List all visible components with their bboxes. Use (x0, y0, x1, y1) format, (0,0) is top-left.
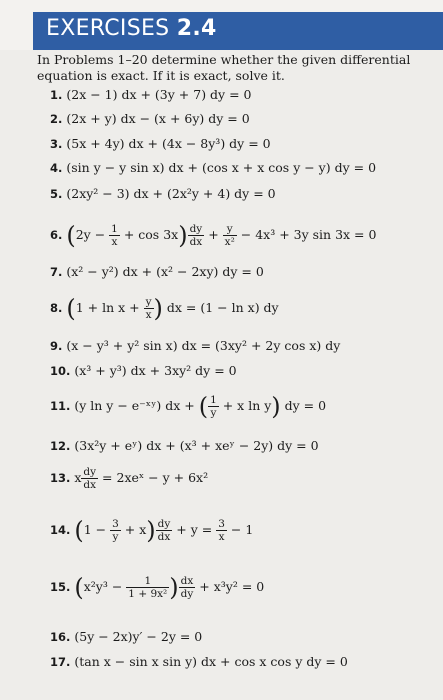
exercise-number: 15. (50, 580, 71, 594)
exercise-17 (50, 654, 348, 669)
exercise-equation: (2y − $\frac{1}{x}$ + cos 3x) $\frac{dy}{dx}$ + $\frac{y}{\text{x²}}$ − 4x³ + 3y sin 3x = 0 (66, 221, 377, 250)
exercise-equation: (y ln y − e⁻ˣʸ) dx + ( $\frac{1}{y}$ + x ln y) dy = 0 (74, 392, 327, 421)
exercise-8 (50, 296, 279, 321)
exercise-2 (50, 111, 250, 126)
exercise-equation: (3x²y + eʸ) dx + (x³ + xeʸ − 2y) dy = 0 (74, 438, 319, 453)
exercise-10 (50, 363, 237, 378)
exercise-12 (50, 438, 319, 453)
exercise-equation: (2xy² − 3) dx + (2x²y + 4) dy = 0 (66, 186, 276, 201)
exercise-9 (50, 338, 340, 353)
exercise-equation: (2x + y) dx − (x + 6y) dy = 0 (66, 111, 250, 126)
exercise-equation: x $\frac{dy}{dx}$ = 2xeˣ − y + 6x² (74, 466, 209, 491)
exercise-15 (50, 575, 264, 600)
exercise-number: 11. (50, 399, 71, 413)
exercise-equation: (x − y³ + y² sin x) dx = (3xy² + 2y cos x) dy (66, 338, 341, 353)
exercise-number: 7. (50, 265, 63, 279)
exercise-number: 6. (50, 228, 63, 242)
exercise-14 (50, 518, 253, 543)
exercise-number: 5. (50, 187, 63, 201)
exercise-number: 10. (50, 364, 71, 378)
exercise-number: 17. (50, 655, 71, 669)
exercise-number: 13. (50, 471, 71, 485)
exercise-11 (50, 394, 326, 419)
exercise-number: 4. (50, 161, 63, 175)
exercise-equation: (5x + 4y) dx + (4x − 8y³) dy = 0 (66, 136, 271, 151)
exercise-number: 16. (50, 630, 71, 644)
exercise-equation: (x²y³ − $\frac{1}{\text{1 + 9x²}}$ ) $\frac{dx}{dy}$ + x³y² = 0 (74, 573, 265, 602)
exercise-equation: (5y − 2x)y′ − 2y = 0 (74, 629, 203, 644)
exercise-16 (50, 629, 202, 644)
exercise-equation: (1 − $\frac{3}{y}$ + x) $\frac{dy}{dx}$ + y = $\frac{3}{x}$ − 1 (74, 516, 254, 545)
exercise-equation: (x³ + y³) dx + 3xy² dy = 0 (74, 363, 237, 378)
exercise-equation: (x² − y²) dx + (x² − 2xy) dy = 0 (66, 264, 264, 279)
exercise-number: 3. (50, 137, 63, 151)
exercise-number: 2. (50, 112, 63, 126)
exercise-4 (50, 160, 376, 175)
exercise-7 (50, 264, 264, 279)
exercise-number: 14. (50, 523, 71, 537)
exercise-13 (50, 466, 208, 491)
exercise-3 (50, 136, 271, 151)
exercise-equation: (2x − 1) dx + (3y + 7) dy = 0 (66, 87, 252, 102)
header-area (0, 0, 443, 50)
exercise-number: 12. (50, 439, 71, 453)
section-label: EXERCISES (46, 16, 170, 41)
exercise-equation: (tan x − sin x sin y) dx + cos x cos y dy = 0 (74, 654, 348, 669)
exercise-5 (50, 186, 276, 201)
exercise-1 (50, 87, 252, 102)
instructions: In Problems 1–20 determine whether the given differential equation is exact. If it is exact, solve it. (37, 52, 411, 83)
exercise-equation: (1 + ln x + $\frac{y}{x}$ ) dx = (1 − ln x) dy (66, 294, 279, 323)
exercise-equation: (sin y − y sin x) dx + (cos x + x cos y − y) dy = 0 (66, 160, 377, 175)
exercise-number: 1. (50, 88, 63, 102)
exercise-6 (50, 223, 376, 248)
exercise-number: 8. (50, 301, 63, 315)
section-number: 2.4 (176, 16, 217, 41)
section-title (46, 16, 217, 41)
exercise-number: 9. (50, 339, 63, 353)
